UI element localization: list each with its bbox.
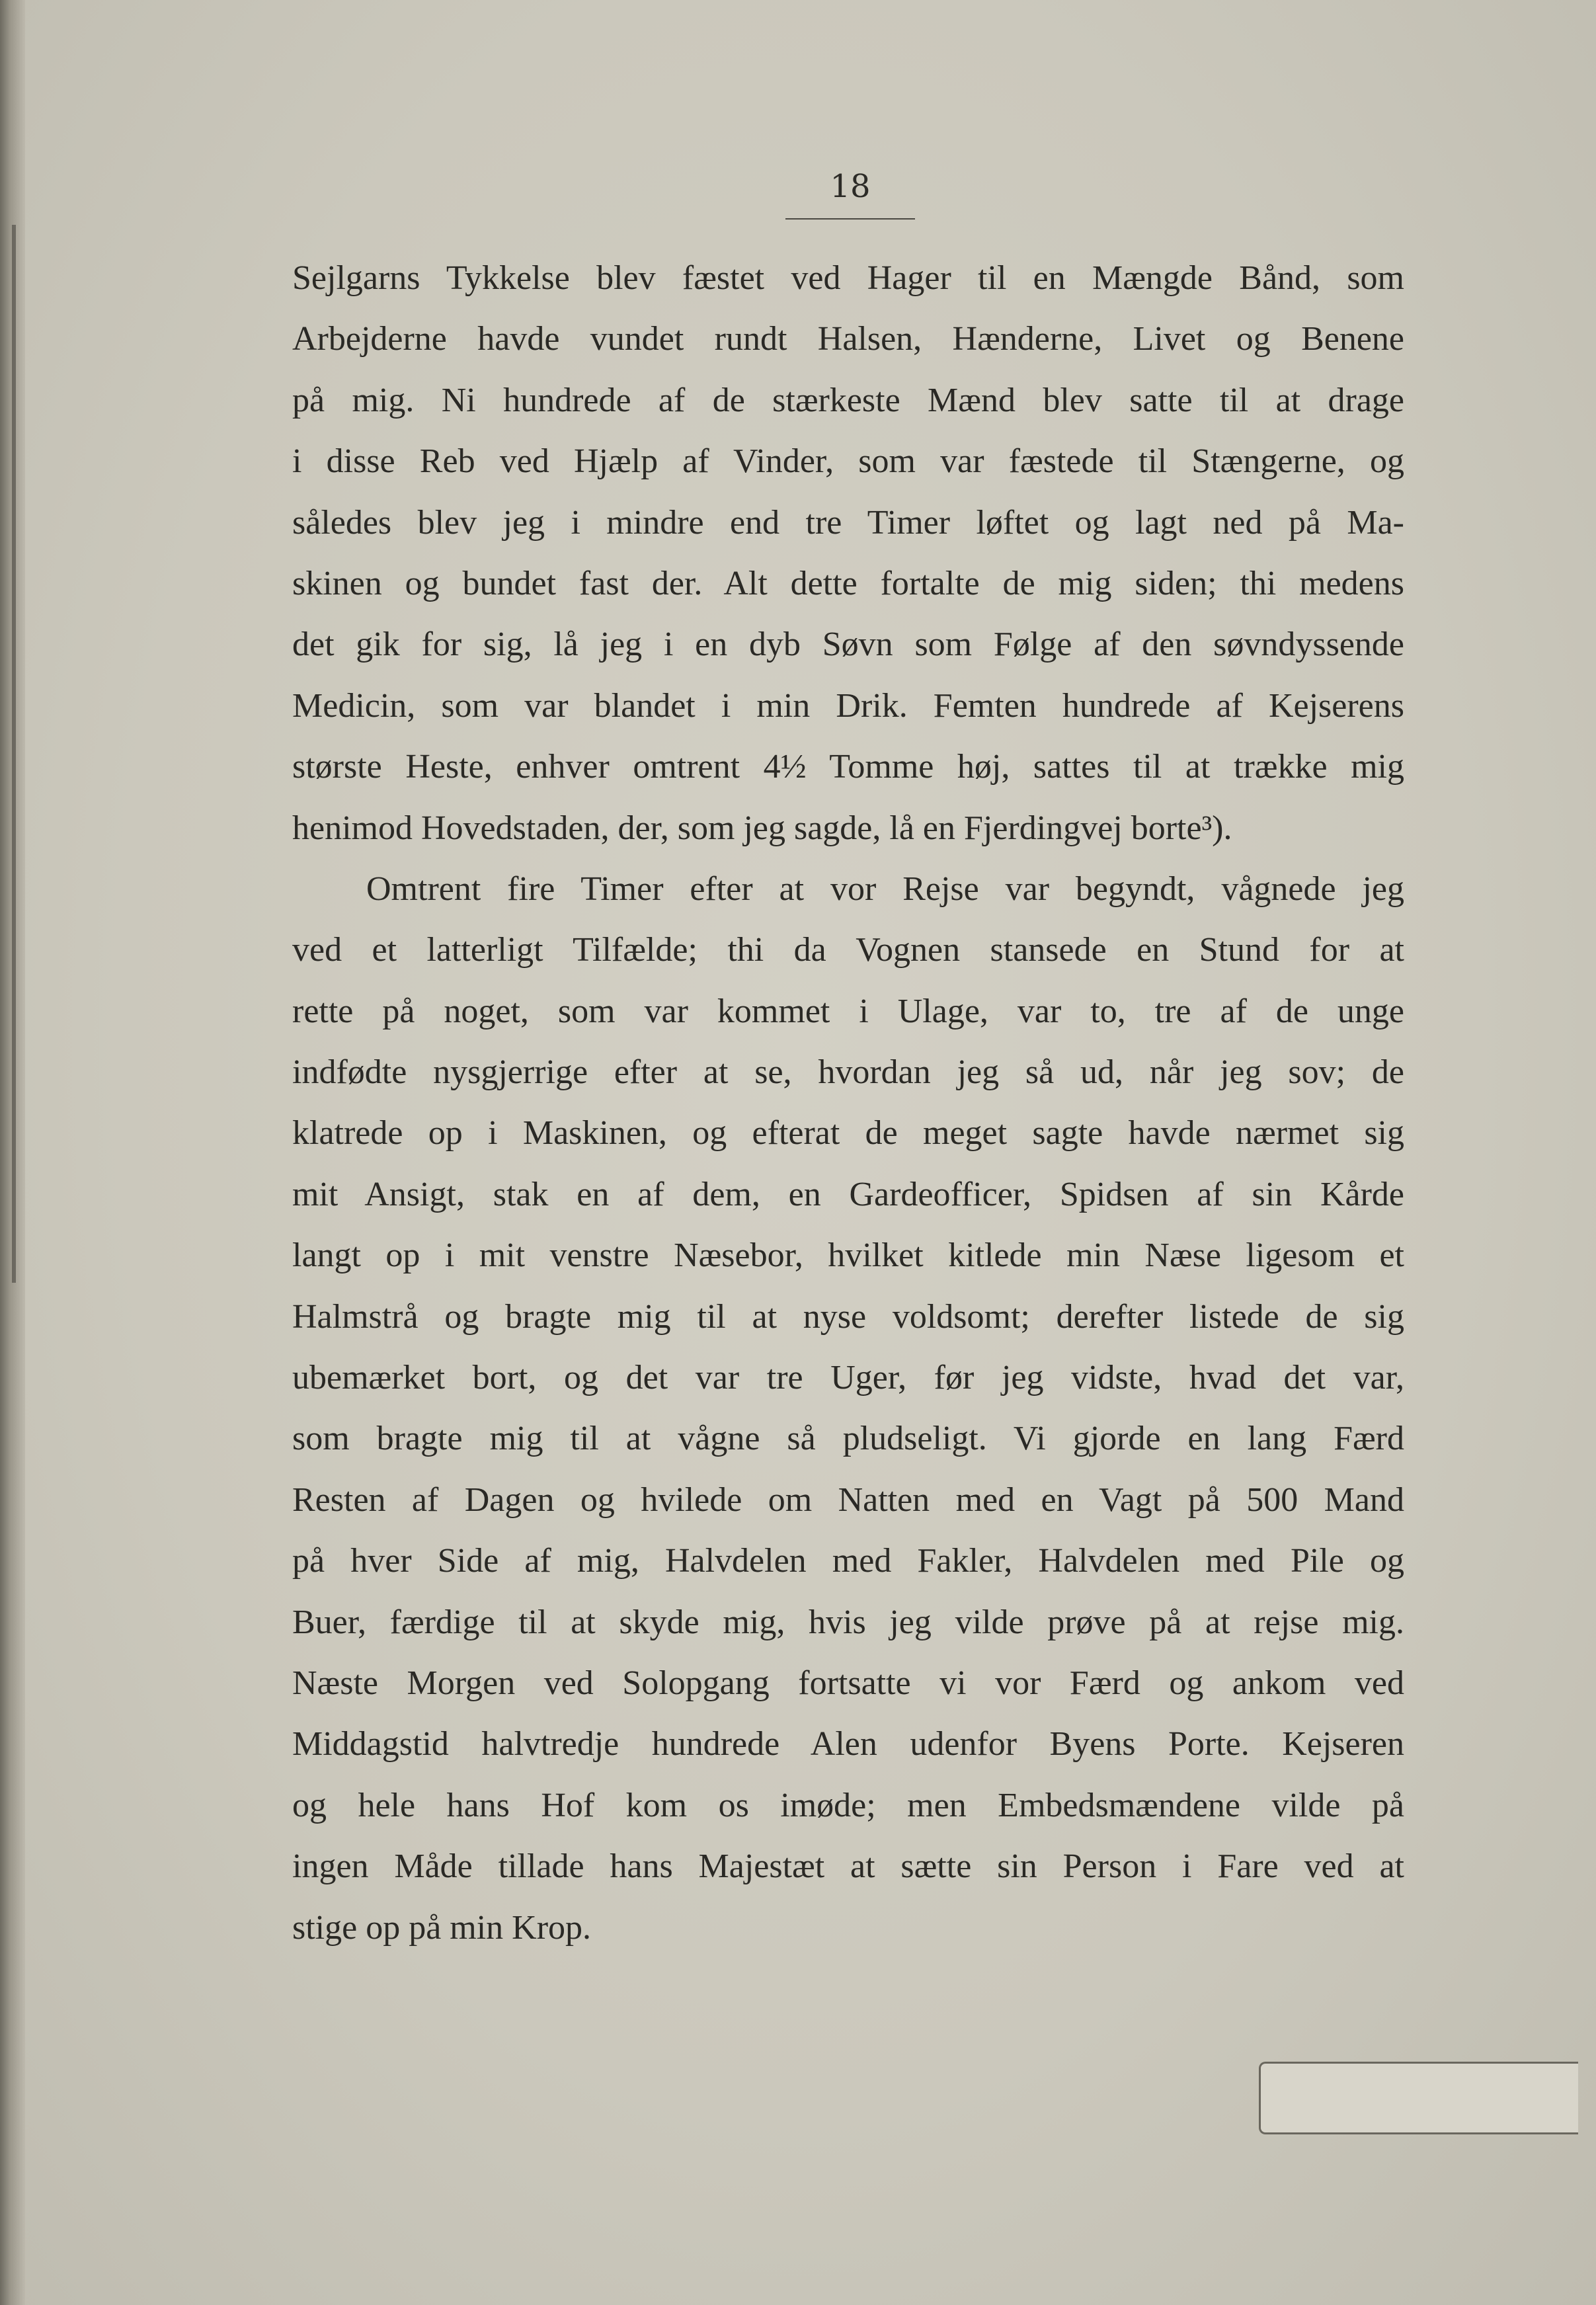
text-line: Medicin, som var blandet i min Drik. Femten hundrede af Kejserens — [292, 686, 1404, 725]
text-line: henimod Hovedstaden, der, som jeg sagde, lå en Fjerdingvej borte³). — [292, 809, 1232, 847]
text-line: Arbejderne havde vundet rundt Halsen, Hænderne, Livet og Benene — [292, 320, 1404, 358]
text-line: i disse Reb ved Hjælp af Vinder, som var fæstede til Stængerne, og — [292, 442, 1404, 481]
text-line: og hele hans Hof kom os imøde; men Embedsmændene vilde på — [292, 1786, 1404, 1824]
text-line: på mig. Ni hundrede af de stærkeste Mænd blev satte til at drage — [292, 381, 1404, 419]
text-line: langt op i mit venstre Næsebor, hvilket kitlede min Næse ligesom et — [292, 1236, 1404, 1275]
text-line: mit Ansigt, stak en af dem, en Gardeofficer, Spidsen af sin Kårde — [292, 1175, 1404, 1213]
library-stamp-box — [1259, 2062, 1578, 2134]
text-line: skinen og bundet fast der. Alt dette fortalte de mig siden; thi medens — [292, 564, 1404, 602]
binding-edge — [0, 0, 25, 2305]
text-line: ubemærket bort, og det var tre Uger, før jeg vidste, hvad det var, — [292, 1359, 1404, 1397]
text-line: Middagstid halvtredje hundrede Alen udenfor Byens Porte. Kejseren — [292, 1725, 1404, 1763]
text-line: ved et latterligt Tilfælde; thi da Vognen stansede en Stund for at — [292, 931, 1404, 969]
text-line: Resten af Dagen og hvilede om Natten med en Vagt på 500 Mand — [292, 1480, 1404, 1519]
text-line: som bragte mig til at vågne så pludseligt. Vi gjorde en lang Færd — [292, 1420, 1404, 1458]
text-line: klatrede op i Maskinen, og efterat de meget sagte havde nærmet sig — [292, 1114, 1404, 1152]
text-line: største Heste, enhver omtrent 4½ Tomme høj, sattes til at trække mig — [292, 748, 1404, 786]
text-line: på hver Side af mig, Halvdelen med Fakler, Halvdelen med Pile og — [292, 1542, 1404, 1580]
text-line: Buer, færdige til at skyde mig, hvis jeg vilde prøve på at rejse mig. — [292, 1603, 1404, 1641]
page-number: 18 — [830, 168, 871, 205]
text-line: Sejlgarns Tykkelse blev fæstet ved Hager til en Mængde Bånd, som — [292, 259, 1404, 297]
text-line: Halmstrå og bragte mig til at nyse voldsomt; derefter listede de sig — [292, 1297, 1404, 1336]
body-text — [292, 248, 1404, 1959]
text-line: Omtrent fire Timer efter at vor Rejse var begyndt, vågnede jeg — [366, 869, 1404, 908]
text-line: stige op på min Krop. — [292, 1908, 592, 1947]
text-line: rette på noget, som var kommet i Ulage, var to, tre af de unge — [292, 992, 1404, 1030]
text-line: det gik for sig, lå jeg i en dyb Søvn som Følge af den søvndyssende — [292, 626, 1404, 664]
header-rule — [785, 218, 915, 220]
text-line: således blev jeg i mindre end tre Timer løftet og lagt ned på Ma- — [292, 503, 1404, 542]
text-line: ingen Måde tillade hans Majestæt at sætte sin Person i Fare ved at — [292, 1847, 1404, 1886]
text-line: indfødte nysgjerrige efter at se, hvordan jeg så ud, når jeg sov; de — [292, 1053, 1404, 1092]
text-line: Næste Morgen ved Solopgang fortsatte vi vor Færd og ankom ved — [292, 1664, 1404, 1702]
